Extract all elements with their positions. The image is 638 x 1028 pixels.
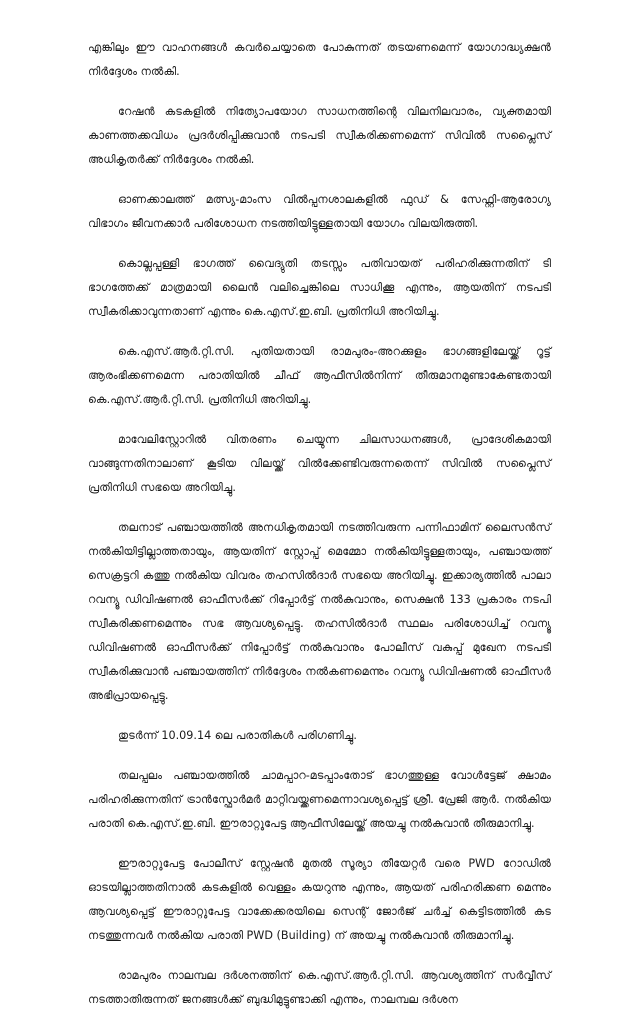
paragraph-ksrtc-route: കെ.എസ്.ആർ.റ്റി.സി. പുതിയതായി രാമപുരം-അറക്കുളം ഭാഗങ്ങളിലേയ്ക്ക് റൂട്ട് ആരംഭിക്കണമെന്ന പരാതിയിൽ ചീഫ് ആഫീസിൽനിന്ന് തീരുമാനമുണ്ടാകേണ്ടതായി കെ.എസ്.ആർ.റ്റി.സി. പ്രതിനിധി അറിയിച്ചു. — [88, 345, 551, 406]
paragraph-ration-shops: റേഷൻ കടകളിൽ നിത്യോപയോഗ സാധനത്തിന്റെ വിലനിലവാരം, വ്യക്തമായി കാണത്തക്കവിധം പ്രദർശിപ്പിക്കുവാൻ നടപടി സ്വീകരിക്കണമെന്ന് സിവിൽ സപ്ലൈസ് അധികൃതർക്ക് നിർദ്ദേശം നൽകി. — [88, 105, 551, 166]
paragraph-pig-farm: തലനാട് പഞ്ചായത്തിൽ അനധികൃതമായി നടത്തിവരുന്ന പന്നിഫാമിന് ലൈസൻസ് നൽകിയിട്ടില്ലാത്തതായും, ആയതിന് സ്റ്റോപ്പ് മെമ്മോ നൽകിയിട്ടുള്ളതായും, പഞ്ചായത്ത് സെക്രട്ടറി കത്തു നൽകിയ വിവരം തഹസിൽദാർ സഭയെ അറിയിച്ചു. ഇക്കാര്യത്തിൽ പാലാ റവന്യൂ ഡിവിഷണൽ ഓഫീസർക്ക് റിപ്പോർട്ട് നൽകുവാനും, സെക്ഷൻ 133 പ്രകാരം നടപി സ്വീകരിക്കണമെന്നും സഭ ആവശ്യപ്പെട്ടു. തഹസിൽദാർ സ്ഥലം പരിശോധിച്ച് റവന്യൂ ഡിവിഷണൽ ഓഫീസർക്ക് നിപ്പോർട്ട് നൽകുവാനും പോലീസ് വകുപ്പ് മുഖേന നടപടി സ്വീകരിക്കുവാൻ പഞ്ചായത്തിന് നിർദ്ദേശം നൽകണമെന്നും റവന്യൂ ഡിവിഷണൽ ഓഫീസർ അഭിപ്രായപ്പെട്ടു. — [88, 521, 551, 702]
paragraph-pwd-drainage: ഈരാറ്റുപേട്ട പോലീസ് സ്റ്റേഷൻ മുതൽ സൂര്യാ തീയേറ്റർ വരെ PWD റോഡിൽ ഓടയില്ലാത്തതിനാൽ കടകളിൽ വെള്ളം കയറുന്നു എന്നും, ആയത് പരിഹരിക്കണ മെന്നും ആവശ്യപ്പെട്ട് ഈരാറ്റുപേട്ട വാക്കേക്കരയിലെ സെന്റ് ജോർജ് ചർച്ച് കെട്ടിടത്തിൽ കട നടത്തുന്നവർ നൽകിയ പരാതി PWD (Building) ന് അയച്ചു നൽകുവാൻ തീരുമാനിച്ചു. — [88, 857, 551, 942]
document-page — [88, 36, 551, 1028]
paragraph-maveli-store: മാവേലിസ്റ്റോറിൽ വിതരണം ചെയ്യുന്ന ചിലസാധനങ്ങൾ, പ്രാദേശികമായി വാങ്ങുന്നതിനാലാണ് കൂടിയ വിലയ്ക്ക് വിൽക്കേണ്ടിവരുന്നതെന്ന് സിവിൽ സപ്ലൈസ് പ്രതിനിധി സഭയെ അറിയിച്ചു. — [88, 433, 551, 494]
paragraph-voltage-shortage: തലപ്പലം പഞ്ചായത്തിൽ ചാമപ്പാറ-മടപ്പാംതോട് ഭാഗത്തുള്ള വോൾട്ടേജ് ക്ഷാമം പരിഹരിക്കുന്നതിന് ട്രാൻസ്ഫോർമർ മാറ്റിവയ്ക്കണമെന്നാവശ്യപ്പെട്ട് ശ്രീ. പ്രേജി ആർ. നൽകിയ പരാതി കെ.എസ്.ഇ.ബി. ഈരാറ്റുപേട്ട ആഫീസിലേയ്ക്ക് അയച്ചു നൽകുവാൻ തീരുമാനിച്ചു. — [88, 769, 551, 830]
paragraph-onam-inspection: ഓണക്കാലത്ത് മത്സ്യ-മാംസ വിൽപ്പനശാലകളിൽ ഫുഡ് & സേഫ്റ്റി-ആരോഗ്യ വിഭാഗം ജീവനക്കാർ പരിശോധന നടത്തിയിട്ടുള്ളതായി യോഗം വിലയിരുത്തി. — [88, 193, 551, 230]
paragraph-nalambalam-service: രാമപുരം നാലമ്പല ദർശനത്തിന് കെ.എസ്.ആർ.റ്റി.സി. ആവശ്യത്തിന് സർവ്വീസ് നടത്താതിരുന്നത് ജനങ്ങൾക്ക് ബുദ്ധിമുട്ടുണ്ടാക്കി എന്നും, നാലമ്പല ദർശന — [88, 969, 551, 1006]
paragraph-complaints-date: തുടർന്ന് 10.09.14 ലെ പരാതികൾ പരിഗണിച്ചു. — [118, 729, 357, 742]
paragraph-vehicle-directive: എങ്കിലും ഈ വാഹനങ്ങൾ കവർചെയ്യാതെ പോകുന്നത് തടയണമെന്ന് യോഗാദ്ധ്യക്ഷൻ നിർദ്ദേശം നൽകി. — [88, 41, 551, 78]
paragraph-kollappally-power: കൊല്ലപ്പള്ളി ഭാഗത്ത് വൈദ്യുതി തടസ്സം പതിവായത് പരിഹരിക്കുന്നതിന് ടി ഭാഗത്തേക്ക് മാത്രമായി ലൈൻ വലിച്ചെങ്കിലെ സാധിക്കൂ എന്നും, ആയതിന് നടപടി സ്വീകരിക്കാവുന്നതാണ് എന്നും കെ.എസ്.ഇ.ബി. പ്രതിനിധി അറിയിച്ചു. — [88, 257, 551, 318]
